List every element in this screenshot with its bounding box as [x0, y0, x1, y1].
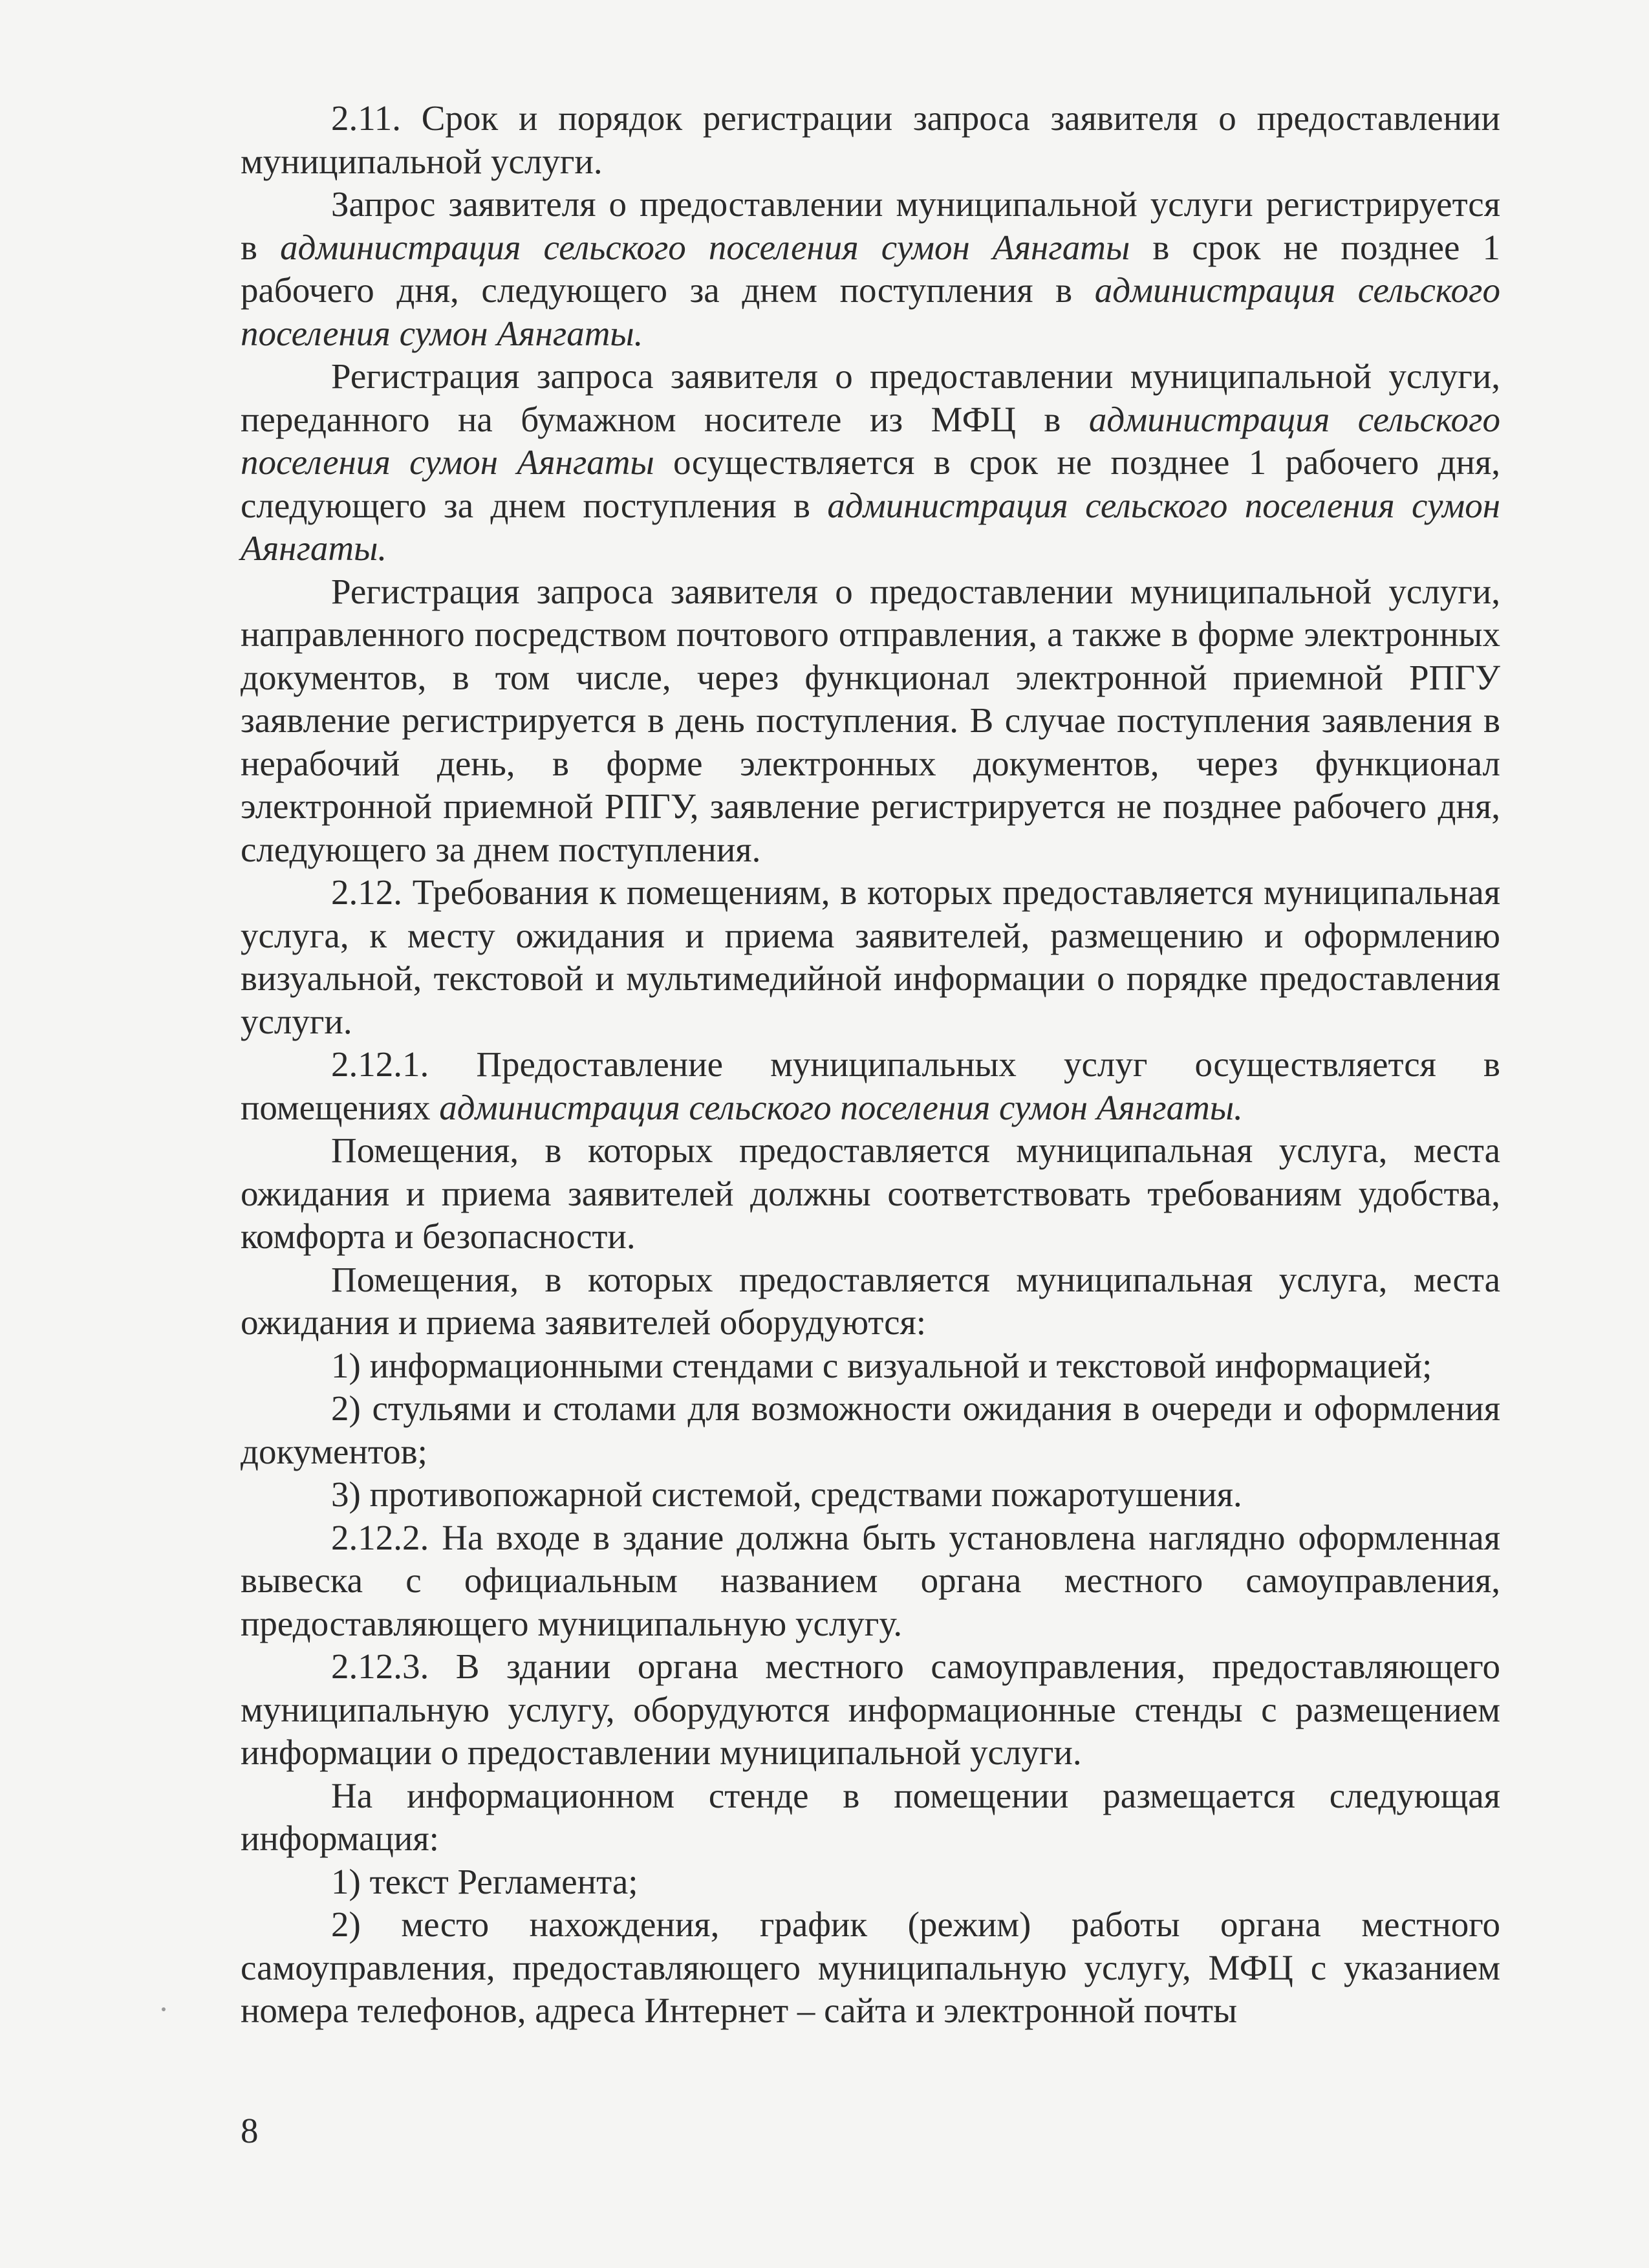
page-number: 8 — [241, 2111, 259, 2150]
paragraph-p-list-1 — [241, 1345, 1500, 1388]
paragraph-p-list-3 — [241, 1473, 1500, 1517]
paragraph-p-2-11-c — [241, 570, 1500, 872]
italic-text: администрация сельского поселения сумон Аянгаты. — [241, 485, 1500, 568]
paragraph-p-2-11-b — [241, 355, 1500, 570]
paragraph-p-2-12-1 — [241, 1043, 1500, 1129]
italic-text: администрация сельского поселения сумон Аянгаты. — [439, 1087, 1243, 1127]
paragraph-p-list-2 — [241, 1387, 1500, 1473]
text-run: 1) информационными стендами с визуальной и текстовой информацией; — [331, 1345, 1432, 1385]
text-run: 1) текст Регламента; — [331, 1861, 638, 1901]
paragraph-p-2-12-3 — [241, 1645, 1500, 1775]
text-run: осуществляется в срок не позднее 1 рабочего дня, следующего за днем поступления в — [241, 442, 1500, 525]
scan-speck — [162, 2007, 166, 2011]
paragraph-p-2-11-title — [241, 97, 1500, 183]
text-run: Помещения, в которых предоставляется муниципальная услуга, места ожидания и приема заявителей оборудуются: — [241, 1259, 1500, 1342]
text-run: 3) противопожарной системой, средствами пожаротушения. — [331, 1474, 1242, 1514]
text-run: Регистрация запроса заявителя о предоставлении муниципальной услуги, переданного на бумажном носителе из МФЦ в — [241, 356, 1500, 439]
document-body — [241, 97, 1500, 2033]
paragraph-p-2-12 — [241, 871, 1500, 1043]
paragraph-p-2-12-1-a — [241, 1129, 1500, 1258]
paragraph-p-2-12-2 — [241, 1517, 1500, 1646]
text-run: Помещения, в которых предоставляется муниципальная услуга, места ожидания и приема заявителей должны соответствовать требованиям удобства, комфорта и безопасности. — [241, 1130, 1500, 1256]
text-run: 2.12.2. На входе в здание должна быть установлена наглядно оформленная вывеска с официальным названием органа местного самоуправления, предоставляющего муниципальную услугу. — [241, 1517, 1500, 1643]
paragraph-p-stand — [241, 1775, 1500, 1861]
text-run: Регистрация запроса заявителя о предоставлении муниципальной услуги, направленного посредством почтового отправления, а также в форме электронных документов, в том числе, через функционал электронной приемной РПГУ заявление регистрируется в день поступления. В случае поступления заявления в нерабочий день, в форме электронных документов, через функционал электронной приемной РПГУ, заявление регистрируется не позднее рабочего дня, следующего за днем поступления. — [241, 571, 1500, 869]
italic-text: администрация сельского поселения сумон Аянгаты. — [241, 270, 1500, 353]
paragraph-p-stand-1 — [241, 1861, 1500, 1904]
text-run: 2.11. Срок и порядок регистрации запроса заявителя о предоставлении муниципальной услуги. — [241, 98, 1500, 181]
italic-text: администрация сельского поселения сумон Аянгаты — [280, 227, 1130, 267]
text-run: 2) стульями и столами для возможности ожидания в очереди и оформления документов; — [241, 1388, 1500, 1471]
text-run: 2.12.1. Предоставление муниципальных услуг осуществляется в помещениях — [241, 1044, 1500, 1127]
text-run: в срок не позднее 1 рабочего дня, следующего за днем поступления в — [241, 227, 1501, 310]
paragraph-p-2-11-a — [241, 183, 1500, 355]
italic-text: администрация сельского поселения сумон Аянгаты — [241, 399, 1500, 482]
text-run: 2.12.3. В здании органа местного самоуправления, предоставляющего муниципальную услугу, оборудуются информационные стенды с размещением информации о предоставлении муниципальной услуги. — [241, 1647, 1500, 1772]
text-run: 2.12. Требования к помещениям, в которых предоставляется муниципальная услуга, к месту ожидания и приема заявителей, размещению и оформлению визуальной, текстовой и мультимедийной информации о порядке предоставления услуги. — [241, 872, 1500, 1041]
text-run: На информационном стенде в помещении размещается следующая информация: — [241, 1775, 1500, 1858]
text-run: 2) место нахождения, график (режим) работы органа местного самоуправления, предоставляющего муниципальную услугу, МФЦ с указанием номера телефонов, адреса Интернет – сайта и электронной почты — [241, 1905, 1500, 2030]
paragraph-p-2-12-1-b — [241, 1258, 1500, 1345]
paragraph-p-stand-2 — [241, 1903, 1500, 2033]
text-run: Запрос заявителя о предоставлении муниципальной услуги регистрируется в — [241, 184, 1500, 267]
